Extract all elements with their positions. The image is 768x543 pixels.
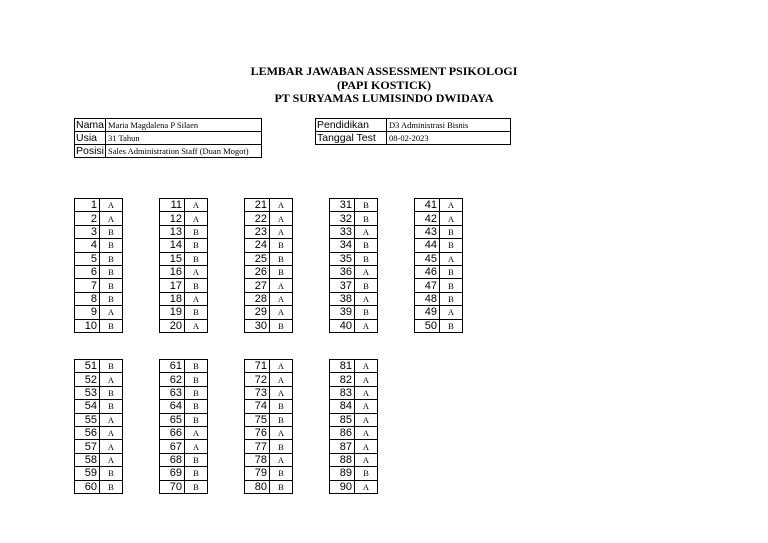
info-row-nama	[75, 119, 262, 132]
answer-row	[160, 239, 208, 252]
answer-choice: A	[355, 440, 378, 453]
question-number: 40	[330, 319, 355, 332]
answer-row	[75, 426, 123, 439]
answer-row	[160, 480, 208, 493]
answer-row	[330, 400, 378, 413]
answer-row	[160, 373, 208, 386]
answer-row	[245, 467, 293, 480]
answer-choice: B	[355, 467, 378, 480]
answer-choice: B	[185, 386, 208, 399]
info-row-usia	[75, 132, 262, 145]
answer-row	[330, 453, 378, 466]
question-number: 33	[330, 225, 355, 238]
answer-choice: A	[270, 453, 293, 466]
question-number: 17	[160, 279, 185, 292]
question-number: 89	[330, 467, 355, 480]
answer-row	[75, 292, 123, 305]
question-number: 52	[75, 373, 100, 386]
answer-choice: A	[270, 279, 293, 292]
answer-row	[245, 319, 293, 332]
answer-choice: A	[355, 386, 378, 399]
answer-choice: B	[100, 292, 123, 305]
answer-row	[415, 199, 463, 212]
answer-row	[75, 239, 123, 252]
answer-row	[330, 252, 378, 265]
answer-row	[245, 252, 293, 265]
answer-row	[75, 360, 123, 373]
answer-choice: B	[270, 319, 293, 332]
answer-choice: A	[355, 453, 378, 466]
answer-row	[160, 453, 208, 466]
test-info-table	[315, 118, 511, 145]
answer-block	[244, 198, 293, 333]
answer-choice: A	[355, 225, 378, 238]
answer-row	[160, 292, 208, 305]
answer-block	[329, 198, 378, 333]
answer-row	[415, 212, 463, 225]
question-number: 64	[160, 400, 185, 413]
question-number: 19	[160, 306, 185, 319]
info-label: Nama	[76, 119, 105, 131]
answer-choice: A	[440, 212, 463, 225]
answer-choice: A	[270, 292, 293, 305]
answer-choice: B	[185, 373, 208, 386]
question-number: 22	[245, 212, 270, 225]
info-row-posisi	[75, 145, 262, 158]
question-number: 42	[415, 212, 440, 225]
question-number: 59	[75, 467, 100, 480]
answer-choice: B	[100, 319, 123, 332]
answer-choice: B	[355, 199, 378, 212]
question-number: 65	[160, 413, 185, 426]
question-number: 61	[160, 360, 185, 373]
answer-choice: B	[270, 252, 293, 265]
question-number: 55	[75, 413, 100, 426]
question-number: 6	[75, 265, 100, 278]
info-value: D3 Administrasi Bisnis	[387, 119, 511, 132]
answer-choice: B	[100, 252, 123, 265]
question-number: 31	[330, 199, 355, 212]
question-number: 24	[245, 239, 270, 252]
answer-choice: A	[185, 319, 208, 332]
answer-row	[415, 252, 463, 265]
question-number: 86	[330, 426, 355, 439]
answer-choice: B	[100, 239, 123, 252]
answer-block	[329, 359, 378, 494]
info-value: Sales Administration Staff (Duan Mogot)	[106, 145, 262, 158]
answer-choice: A	[270, 373, 293, 386]
info-value: 31 Tahun	[106, 132, 262, 145]
question-number: 67	[160, 440, 185, 453]
question-number: 45	[415, 252, 440, 265]
question-number: 30	[245, 319, 270, 332]
answer-row	[75, 453, 123, 466]
answer-row	[160, 225, 208, 238]
answer-choice: A	[185, 292, 208, 305]
answer-row	[330, 467, 378, 480]
question-number: 4	[75, 239, 100, 252]
answer-row	[330, 319, 378, 332]
answer-row	[245, 292, 293, 305]
question-number: 63	[160, 386, 185, 399]
question-number: 51	[75, 360, 100, 373]
answer-row	[245, 453, 293, 466]
answer-row	[415, 265, 463, 278]
answer-choice: A	[270, 225, 293, 238]
question-number: 29	[245, 306, 270, 319]
question-number: 83	[330, 386, 355, 399]
question-number: 12	[160, 212, 185, 225]
answer-choice: A	[440, 252, 463, 265]
answer-row	[415, 225, 463, 238]
question-number: 39	[330, 306, 355, 319]
question-number: 11	[160, 199, 185, 212]
answer-row	[160, 386, 208, 399]
question-number: 41	[415, 199, 440, 212]
question-number: 35	[330, 252, 355, 265]
answer-row	[75, 480, 123, 493]
answer-row	[245, 386, 293, 399]
answer-row	[330, 279, 378, 292]
answer-choice: B	[270, 480, 293, 493]
answer-choice: B	[270, 400, 293, 413]
answer-row	[75, 265, 123, 278]
question-number: 68	[160, 453, 185, 466]
question-number: 69	[160, 467, 185, 480]
question-number: 32	[330, 212, 355, 225]
answer-choice: B	[100, 400, 123, 413]
answer-choice: A	[100, 373, 123, 386]
question-number: 15	[160, 252, 185, 265]
question-number: 37	[330, 279, 355, 292]
answer-row	[330, 480, 378, 493]
question-number: 88	[330, 453, 355, 466]
answer-choice: B	[440, 225, 463, 238]
question-number: 38	[330, 292, 355, 305]
answer-choice: B	[100, 225, 123, 238]
answer-choice: A	[440, 199, 463, 212]
question-number: 1	[75, 199, 100, 212]
question-number: 50	[415, 319, 440, 332]
answer-choice: B	[185, 413, 208, 426]
answer-row	[160, 306, 208, 319]
answer-row	[160, 440, 208, 453]
answer-choice: B	[100, 265, 123, 278]
answer-choice: A	[355, 292, 378, 305]
answer-row	[75, 225, 123, 238]
answer-row	[330, 373, 378, 386]
answer-row	[160, 426, 208, 439]
question-number: 9	[75, 306, 100, 319]
question-number: 70	[160, 480, 185, 493]
answer-choice: B	[440, 279, 463, 292]
answer-block	[74, 198, 123, 333]
question-number: 60	[75, 480, 100, 493]
answer-choice: B	[185, 467, 208, 480]
question-number: 26	[245, 265, 270, 278]
question-number: 46	[415, 265, 440, 278]
answer-row	[245, 426, 293, 439]
question-number: 23	[245, 225, 270, 238]
answer-block	[414, 198, 463, 333]
answer-choice: A	[100, 306, 123, 319]
question-number: 66	[160, 426, 185, 439]
answer-choice: A	[270, 386, 293, 399]
answer-choice: A	[185, 440, 208, 453]
answer-row	[330, 292, 378, 305]
answer-choice: B	[440, 239, 463, 252]
question-number: 76	[245, 426, 270, 439]
question-number: 5	[75, 252, 100, 265]
answer-row	[330, 199, 378, 212]
answer-row	[160, 319, 208, 332]
answer-row	[245, 225, 293, 238]
question-number: 10	[75, 319, 100, 332]
answer-row	[245, 199, 293, 212]
answer-choice: B	[270, 265, 293, 278]
answer-choice: B	[185, 239, 208, 252]
answer-choice: B	[185, 225, 208, 238]
answer-choice: B	[440, 265, 463, 278]
answer-choice: A	[440, 306, 463, 319]
answer-row	[245, 373, 293, 386]
answer-row	[245, 212, 293, 225]
question-number: 27	[245, 279, 270, 292]
answer-row	[160, 265, 208, 278]
answer-row	[415, 292, 463, 305]
answer-row	[330, 306, 378, 319]
question-number: 82	[330, 373, 355, 386]
answer-choice: A	[355, 360, 378, 373]
question-number: 34	[330, 239, 355, 252]
question-number: 87	[330, 440, 355, 453]
answer-choice: A	[185, 199, 208, 212]
answer-row	[245, 360, 293, 373]
question-number: 13	[160, 225, 185, 238]
answer-row	[160, 199, 208, 212]
answer-choice: A	[355, 265, 378, 278]
answer-choice: A	[270, 212, 293, 225]
info-label: Tanggal Test	[316, 132, 387, 145]
answer-choice: B	[440, 319, 463, 332]
answer-row	[75, 212, 123, 225]
sheet-title: LEMBAR JAWABAN ASSESSMENT PSIKOLOGI	[250, 64, 518, 78]
answer-choice: B	[185, 360, 208, 373]
answer-choice: B	[100, 279, 123, 292]
answer-choice: B	[185, 279, 208, 292]
answer-choice: A	[100, 426, 123, 439]
answer-row	[415, 279, 463, 292]
question-number: 79	[245, 467, 270, 480]
info-label: Pendidikan	[316, 119, 387, 132]
answer-row	[75, 306, 123, 319]
answer-choice: B	[270, 440, 293, 453]
answer-choice: A	[355, 319, 378, 332]
question-number: 20	[160, 319, 185, 332]
answer-row	[75, 400, 123, 413]
question-number: 2	[75, 212, 100, 225]
answer-choice: B	[185, 306, 208, 319]
question-number: 77	[245, 440, 270, 453]
company-name: PT SURYAMAS LUMISINDO DWIDAYA	[274, 91, 494, 105]
question-number: 81	[330, 360, 355, 373]
answer-row	[415, 306, 463, 319]
answer-row	[245, 480, 293, 493]
participant-info-table	[74, 118, 262, 158]
answer-choice: A	[100, 413, 123, 426]
question-number: 62	[160, 373, 185, 386]
question-number: 47	[415, 279, 440, 292]
question-number: 74	[245, 400, 270, 413]
answer-row	[330, 426, 378, 439]
answer-choice: B	[355, 279, 378, 292]
answer-row	[75, 440, 123, 453]
answer-row	[75, 467, 123, 480]
question-number: 8	[75, 292, 100, 305]
answer-row	[330, 386, 378, 399]
answer-choice: B	[185, 453, 208, 466]
answer-row	[160, 413, 208, 426]
answer-choice: B	[270, 413, 293, 426]
question-number: 56	[75, 426, 100, 439]
question-number: 84	[330, 400, 355, 413]
answer-block	[244, 359, 293, 494]
question-number: 36	[330, 265, 355, 278]
answer-choice: B	[185, 480, 208, 493]
question-number: 75	[245, 413, 270, 426]
answer-row	[160, 467, 208, 480]
question-number: 72	[245, 373, 270, 386]
answer-row	[160, 360, 208, 373]
answer-choice: B	[100, 467, 123, 480]
answer-row	[245, 306, 293, 319]
question-number: 21	[245, 199, 270, 212]
answer-choice: A	[355, 426, 378, 439]
answer-choice: B	[100, 360, 123, 373]
answer-row	[245, 400, 293, 413]
answer-row	[330, 265, 378, 278]
answer-choice: B	[355, 239, 378, 252]
question-number: 53	[75, 386, 100, 399]
answer-block	[74, 359, 123, 494]
answer-row	[245, 239, 293, 252]
answer-row	[330, 440, 378, 453]
answer-row	[330, 360, 378, 373]
question-number: 54	[75, 400, 100, 413]
question-number: 73	[245, 386, 270, 399]
answer-choice: A	[100, 453, 123, 466]
question-number: 49	[415, 306, 440, 319]
answer-row	[160, 279, 208, 292]
answer-row	[75, 279, 123, 292]
answer-choice: B	[270, 467, 293, 480]
sheet-subtitle: (PAPI KOSTICK)	[336, 78, 432, 92]
question-number: 90	[330, 480, 355, 493]
question-number: 28	[245, 292, 270, 305]
answer-row	[75, 386, 123, 399]
question-number: 3	[75, 225, 100, 238]
answer-choice: B	[100, 386, 123, 399]
answer-choice: A	[100, 440, 123, 453]
answer-row	[75, 199, 123, 212]
answer-row	[245, 440, 293, 453]
answer-choice: A	[100, 199, 123, 212]
question-number: 80	[245, 480, 270, 493]
info-row-tanggal-test	[316, 132, 511, 145]
answer-row	[75, 413, 123, 426]
answer-row	[330, 212, 378, 225]
question-number: 18	[160, 292, 185, 305]
answer-row	[245, 265, 293, 278]
question-number: 25	[245, 252, 270, 265]
answer-choice: A	[185, 426, 208, 439]
answer-choice: B	[355, 212, 378, 225]
answer-choice: B	[185, 400, 208, 413]
info-row-pendidikan	[316, 119, 511, 132]
answer-choice: A	[355, 480, 378, 493]
info-value: 08-02-2023	[387, 132, 511, 145]
answer-row	[330, 239, 378, 252]
answer-choice: A	[355, 400, 378, 413]
answer-row	[75, 252, 123, 265]
answer-choice: A	[355, 373, 378, 386]
answer-choice: A	[270, 199, 293, 212]
question-number: 85	[330, 413, 355, 426]
answer-choice: B	[185, 252, 208, 265]
info-label: Usia	[75, 132, 106, 145]
info-value: Maria Magdalena P Silaen	[106, 119, 262, 132]
answer-row	[245, 279, 293, 292]
answer-choice: A	[100, 212, 123, 225]
question-number: 48	[415, 292, 440, 305]
question-number: 43	[415, 225, 440, 238]
answer-choice: B	[270, 239, 293, 252]
answer-row	[330, 225, 378, 238]
answer-row	[75, 319, 123, 332]
answer-row	[160, 252, 208, 265]
question-number: 78	[245, 453, 270, 466]
question-number: 44	[415, 239, 440, 252]
answer-row	[415, 239, 463, 252]
answer-choice: B	[100, 480, 123, 493]
info-label: Posisi	[76, 145, 105, 157]
answer-choice: A	[270, 306, 293, 319]
question-number: 14	[160, 239, 185, 252]
answer-choice: A	[185, 212, 208, 225]
answer-block	[159, 198, 208, 333]
question-number: 71	[245, 360, 270, 373]
answer-row	[160, 400, 208, 413]
answer-row	[245, 413, 293, 426]
answer-row	[160, 212, 208, 225]
answer-row	[75, 373, 123, 386]
answer-choice: A	[355, 413, 378, 426]
answer-choice: A	[185, 265, 208, 278]
answer-choice: B	[355, 306, 378, 319]
answer-row	[415, 319, 463, 332]
answer-row	[330, 413, 378, 426]
answer-choice: B	[440, 292, 463, 305]
answer-choice: A	[270, 426, 293, 439]
question-number: 57	[75, 440, 100, 453]
answer-block	[159, 359, 208, 494]
answer-choice: B	[355, 252, 378, 265]
answer-choice: A	[270, 360, 293, 373]
question-number: 16	[160, 265, 185, 278]
question-number: 58	[75, 453, 100, 466]
question-number: 7	[75, 279, 100, 292]
